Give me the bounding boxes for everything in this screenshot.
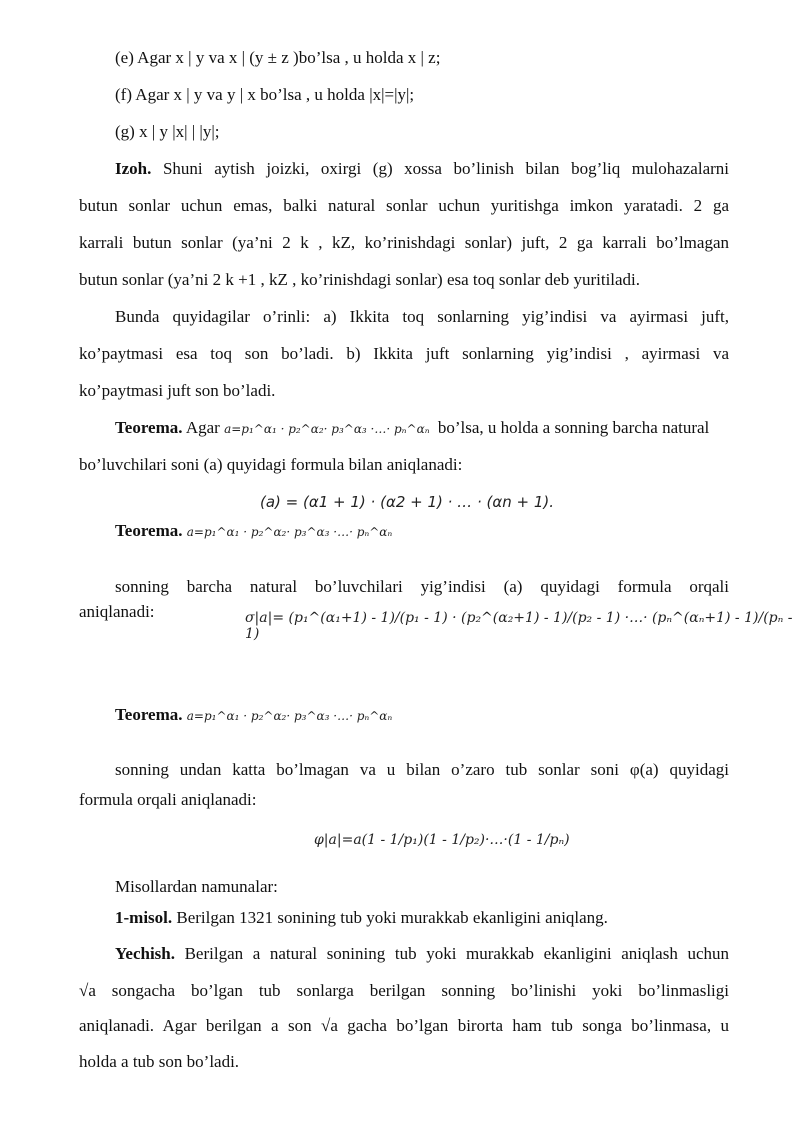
misollar-heading: Misollardan namunalar:: [115, 877, 278, 896]
misol-1-label: 1-misol.: [115, 908, 173, 927]
izoh-label: Izoh.: [115, 159, 152, 178]
teorema-3-text-2: formula orqali aniqlanadi:: [79, 790, 257, 809]
izoh-line-4: butun sonlar (ya’ni 2 k +1 , kZ , ko’rinishdagi sonlar) esa toq sonlar deb yuritiladi.: [79, 270, 641, 289]
bunda-line-3: ko’paytmasi juft son bo’ladi.: [79, 381, 276, 400]
teorema-2-formula: a=p₁^α₁ · p₂^α₂· p₃^α₃ ·…· pₙ^αₙ: [186, 525, 393, 539]
sigma-formula: σ|a|= (p₁^(α₁+1) - 1)/(p₁ - 1) · (p₂^(α₂+1) - 1)/(p₂ - 1) ·…· (pₙ^(αₙ+1) - 1)/(pₙ - 1): [245, 610, 793, 642]
teorema-2-line: [115, 519, 392, 544]
yechish-line-2: √a songacha bo’lgan tub sonlarga berilgan sonning bo’linishi yoki bo’linmasligi: [79, 981, 729, 1000]
yechish-label: Yechish.: [115, 944, 175, 963]
property-e: (e) Agar x | y va x | (y ± z )bo’lsa , u holda x | z;: [115, 48, 441, 67]
yechish-line-1: Yechish. Berilgan a natural sonining tub yoki murakkab ekanligini aniqlash uchun: [115, 944, 729, 963]
teorema-3-formula: a=p₁^α₁ · p₂^α₂· p₃^α₃ ·…· pₙ^αₙ: [186, 709, 393, 723]
divisor-count-formula: (a) = (α1 + 1) · (α2 + 1) · … · (αn + 1).: [260, 493, 554, 511]
teorema-2-text-1: sonning barcha natural bo’luvchilari yig’indisi (a) quyidagi formula orqali: [115, 577, 729, 596]
teorema-3-label: Teorema.: [115, 705, 183, 724]
yechish-line-4: holda a tub son bo’ladi.: [79, 1052, 240, 1071]
teorema-3-text-1: sonning undan katta bo’lmagan va u bilan o’zaro tub sonlar soni φ(a) quyidagi: [115, 760, 729, 779]
teorema-2-text-2: aniqlanadi:: [79, 602, 155, 621]
property-f: (f) Agar x | y va y | x bo’lsa , u holda |x|=|y|;: [115, 85, 415, 104]
bunda-line-1: Bunda quyidagilar o’rinli: a) Ikkita toq sonlarning yig’indisi va ayirmasi juft,: [115, 307, 729, 326]
teorema-3-line: [115, 703, 392, 728]
izoh-line-2: butun sonlar uchun emas, balki natural sonlar uchun yuritishga imkon yaratadi. 2 ga: [79, 196, 729, 215]
teorema-1-line-2: bo’luvchilari soni (a) quyidagi formula bilan aniqlanadi:: [79, 455, 463, 474]
teorema-1-label: Teorema.: [115, 418, 183, 437]
izoh-line-3: karrali butun sonlar (ya’ni 2 k , kZ, ko’rinishdagi sonlar) juft, 2 ga karrali bo’lmagan: [79, 233, 729, 252]
misol-1-line: 1-misol. Berilgan 1321 sonining tub yoki murakkab ekanligini aniqlang.: [115, 908, 608, 927]
property-g: (g) x | y |x| | |y|;: [115, 122, 220, 141]
teorema-2-label: Teorema.: [115, 521, 183, 540]
izoh-line-1: Izoh. Shuni aytish joizki, oxirgi (g) xossa bo’linish bilan bog’liq mulohazalarni: [115, 159, 730, 178]
yechish-line-3: aniqlanadi. Agar berilgan a son √a gacha bo’lgan birorta ham tub songa bo’linmasa, u: [79, 1016, 729, 1035]
phi-formula: φ|a|=a(1 - 1/p₁)(1 - 1/p₂)·…·(1 - 1/pₙ): [314, 832, 570, 848]
teorema-1-formula: a=p₁^α₁ · p₂^α₂· p₃^α₃ ·…· pₙ^αₙ: [224, 422, 430, 436]
teorema-1-line: Teorema. Agar a=p₁^α₁ · p₂^α₂· p₃^α₃ ·…· pₙ^αₙ bo’lsa, u holda a sonning barcha natural: [115, 418, 710, 437]
bunda-line-2: ko’paytmasi esa toq son bo’ladi. b) Ikkita juft sonlarning yig’indisi , ayirmasi va: [79, 344, 729, 363]
